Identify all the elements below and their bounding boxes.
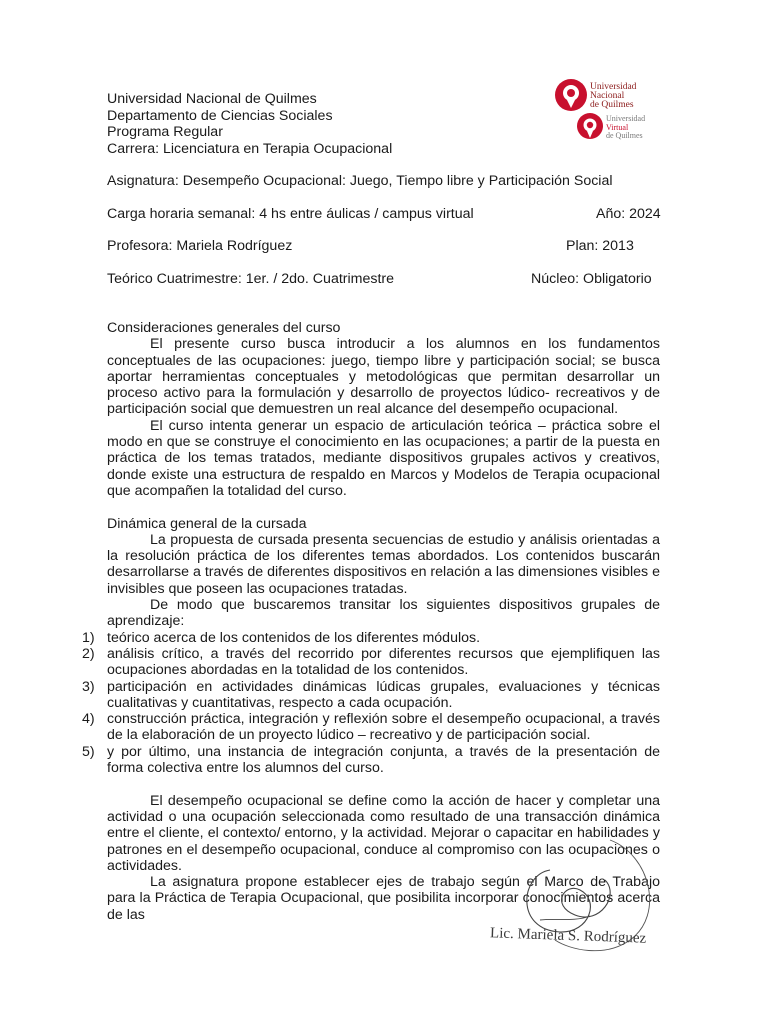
unq-logo-line3: de Quilmes [590,100,634,110]
header-line-career: Carrera: Licenciatura en Terapia Ocupacional [107,140,393,157]
dinamica-title: Dinámica general de la cursada [107,515,307,532]
uvq-logo-line1: Universidad [606,114,646,123]
list-item: 1) teórico acerca de los contenidos de los diferentes módulos. [82,629,481,646]
dispositivos-list [82,629,660,777]
profesora-line: Profesora: Mariela Rodríguez [107,238,293,254]
unq-logo [554,78,637,116]
desempeno-paragraph-1: El desempeño ocupacional se define como la acción de hacer y completar una actividad o una ocupación seleccionada como resultado de una transacción dinámica entre el cliente, el contexto/ entorno, y la actividad. Mejorar o capacitar en habilidades y patrones en el desempeño ocupacional, conduce al compromiso con las ocupaciones o actividades. [107,792,660,874]
dinamica-paragraph-1: La propuesta de cursada presenta secuencias de estudio y análisis orientadas a la resolución práctica de los diferentes temas abordados. Los contenidos buscarán desarrollarse a través de diferentes dispositivos en relación a las dimensiones visibles e invisibles que poseen las ocupaciones tratadas. [107,531,660,597]
institution-header [107,91,392,157]
carga-horaria-line: Carga horaria semanal: 4 hs entre áulicas / campus virtual [107,206,474,222]
nucleo-value: Núcleo: Obligatorio [531,271,652,287]
teorico-line: Teórico Cuatrimestre: 1er. / 2do. Cuatrimestre [107,271,395,287]
unq-emblem-icon [554,78,588,112]
uvq-logo [576,112,646,146]
unq-logo-line2: Nacional [590,91,625,101]
header-line-program: Programa Regular [107,124,223,141]
anio-value: Año: 2024 [596,206,661,222]
list-item: 4) construcción práctica, integración y reflexión sobre el desempeño ocupacional, a través de la elaboración de un proyecto lúdico – recreativo y de participación social. [82,711,660,744]
uvq-logo-line2: Virtual [606,122,629,132]
header-line-department: Departamento de Ciencias Sociales [107,107,333,124]
consideraciones-title: Consideraciones generales del curso [107,320,341,336]
list-item: 3) participación en actividades dinámicas lúdicas grupales, evaluaciones y técnicas cualitativas y cuantitativas, respecto a cada ocupación. [82,678,660,711]
consideraciones-paragraph-1: El presente curso busca introducir a los alumnos en los fundamentos conceptuales de las ocupaciones: juego, tiempo libre y participación social; se busca aportar herramientas conceptuales y metodológicas que permitan desarrollar un proceso activo para la formulación y desarrollo de proyectos lúdico- recreativos y de participación social que demuestren un real alcance del desempeño ocupacional. [107,336,660,418]
unq-logo-line1: Universidad [590,82,637,92]
list-item: 5) y por último, una instancia de integración conjunta, a través de la presentación de forma colectiva entre los alumnos del curso. [82,743,660,777]
header-line-university: Universidad Nacional de Quilmes [107,91,317,107]
signature-name: Lic. Mariela S. Rodríguez [489,925,647,947]
uvq-logo-line3: de Quilmes [606,131,643,140]
consideraciones-paragraph-2: El curso intenta generar un espacio de articulación teórica – práctica sobre el modo en que se construye el conocimiento en las ocupaciones; a partir de la puesta en práctica de los temas tratados, mediante dispositivos grupales activos y creativos, donde existe una estructura de respaldo en Marcos y Modelos de Terapia ocupacional que acompañen la totalidad del curso. [107,417,660,499]
dinamica-paragraph-2: De modo que buscaremos transitar los siguientes dispositivos grupales de aprendizaje: [107,597,660,630]
asignatura-line: Asignatura: Desempeño Ocupacional: Juego, Tiempo libre y Participación Social [107,173,613,189]
uvq-emblem-icon [576,112,604,142]
list-item: 2) análisis crítico, a través del recorrido por diferentes recursos que ejemplifiquen las ocupaciones abordadas en la totalidad de los contenidos. [82,645,660,679]
plan-value: Plan: 2013 [566,238,634,254]
desempeno-paragraph-2: La asignatura propone establecer ejes de trabajo según el Marco de Trabajo para la Práctica de Terapia Ocupacional, que posibilita incorporar conocimientos acerca de las [107,874,660,923]
